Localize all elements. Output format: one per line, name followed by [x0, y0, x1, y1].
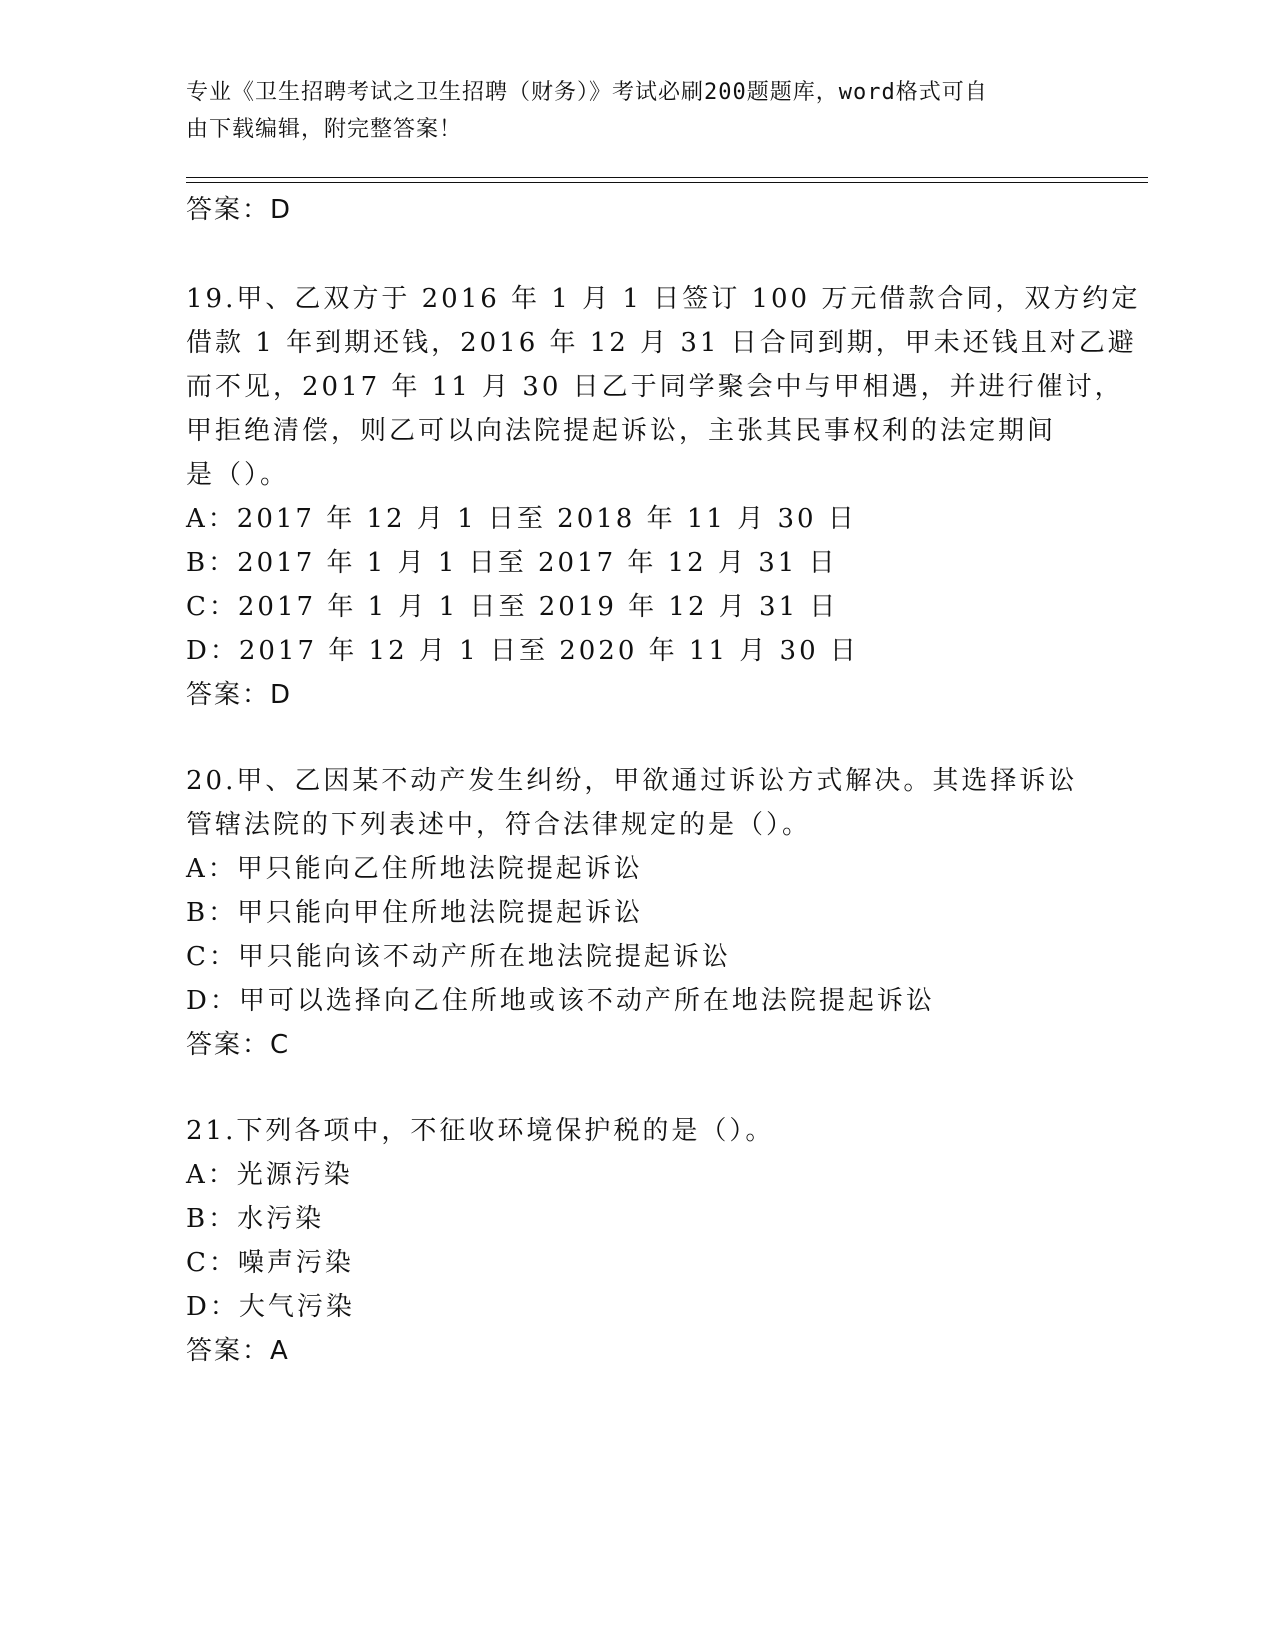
previous-answer: 答案：D: [186, 195, 293, 225]
option-b: B：水污染: [186, 1204, 325, 1234]
answer: 答案：C: [186, 1030, 291, 1060]
question-text-line: 借款 1 年到期还钱，2016 年 12 月 31 日合同到期，甲未还钱且对乙避: [186, 328, 1137, 358]
option-d: D：2017 年 12 月 1 日至 2020 年 11 月 30 日: [186, 636, 859, 666]
option-c: C：噪声污染: [186, 1248, 354, 1278]
header-rule-bottom: [186, 182, 1148, 183]
option-a: A：甲只能向乙住所地法院提起诉讼: [186, 854, 643, 884]
option-c: C：甲只能向该不动产所在地法院提起诉讼: [186, 942, 731, 972]
question-text-line: 19.甲、乙双方于 2016 年 1 月 1 日签订 100 万元借款合同，双方约定: [186, 284, 1141, 314]
question-text-line: 管辖法院的下列表述中，符合法律规定的是（）。: [186, 810, 812, 840]
question-text-line: 21.下列各项中，不征收环境保护税的是（）。: [186, 1116, 775, 1146]
document-header: [186, 74, 1066, 148]
option-a: A：2017 年 12 月 1 日至 2018 年 11 月 30 日: [186, 504, 857, 534]
header-line-1: 专业《卫生招聘考试之卫生招聘（财务）》考试必刷200题题库，word格式可自: [186, 80, 988, 105]
header-line-2: 由下载编辑，附完整答案！: [186, 117, 463, 142]
header-rule-top: [186, 177, 1148, 178]
answer: 答案：D: [186, 680, 293, 710]
option-c: C：2017 年 1 月 1 日至 2019 年 12 月 31 日: [186, 592, 839, 622]
question-text-line: 而不见，2017 年 11 月 30 日乙于同学聚会中与甲相遇，并进行催讨，: [186, 372, 1124, 402]
answer: 答案：A: [186, 1336, 290, 1366]
option-d: D：甲可以选择向乙住所地或该不动产所在地法院提起诉讼: [186, 986, 935, 1016]
question-text-line: 甲拒绝清偿，则乙可以向法院提起诉讼，主张其民事权利的法定期间: [186, 416, 1057, 446]
option-b: B：2017 年 1 月 1 日至 2017 年 12 月 31 日: [186, 548, 838, 578]
option-d: D：大气污染: [186, 1292, 355, 1322]
option-a: A：光源污染: [186, 1160, 353, 1190]
question-text-line: 20.甲、乙因某不动产发生纠纷，甲欲通过诉讼方式解决。其选择诉讼: [186, 766, 1078, 796]
option-b: B：甲只能向甲住所地法院提起诉讼: [186, 898, 644, 928]
question-text-line: 是（）。: [186, 460, 290, 490]
